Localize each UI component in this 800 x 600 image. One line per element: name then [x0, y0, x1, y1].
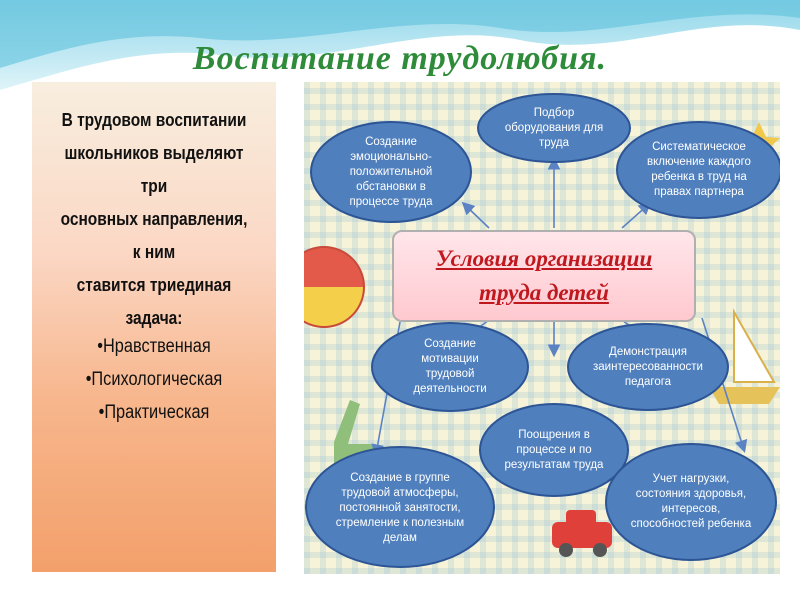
- direction-item: •Психологическая: [85, 369, 223, 390]
- direction-item: •Практическая: [98, 402, 210, 423]
- connector-arrow: [464, 204, 489, 228]
- central-concept-line: труда детей: [479, 280, 609, 305]
- intro-text: [56, 104, 252, 335]
- node-motivation: Создание мотивации трудовой деятельности: [413, 338, 487, 395]
- node-work-atmosphere: Создание в группе трудовой атмосферы, постоянной занятости, стремление к полезным делам: [335, 471, 465, 544]
- central-concept: [392, 230, 696, 322]
- node-load-health: Учет нагрузки, состояния здоровья, интересов, способностей ребенка: [630, 473, 752, 530]
- slide-title: Воспитание трудолюбия.: [192, 40, 608, 77]
- intro-line: В трудовом воспитании: [61, 110, 247, 130]
- intro-line: основных направления, к ним: [60, 209, 248, 262]
- node-systematic-involvement: Систематическое включение каждого ребенка в труд на правах партнера: [647, 141, 751, 198]
- node-teacher-interest: Демонстрация заинтересованности педагога: [593, 345, 703, 388]
- node-encouragement: Поощрения в процессе и по результатам труда: [504, 428, 604, 471]
- direction-item: •Нравственная: [97, 336, 211, 357]
- node-emotional-atmosphere: Создание эмоционально-положительной обстановки в процессе труда: [349, 135, 433, 208]
- directions-list: [40, 330, 268, 429]
- node-equipment-selection: Подбор оборудования для труда: [504, 106, 604, 149]
- directions-panel: [32, 82, 276, 572]
- conditions-diagram: [304, 82, 780, 574]
- intro-line: школьников выделяют три: [64, 143, 244, 196]
- intro-line: ставится триединая задача:: [76, 275, 232, 328]
- central-concept-line: Условия организации: [435, 246, 653, 271]
